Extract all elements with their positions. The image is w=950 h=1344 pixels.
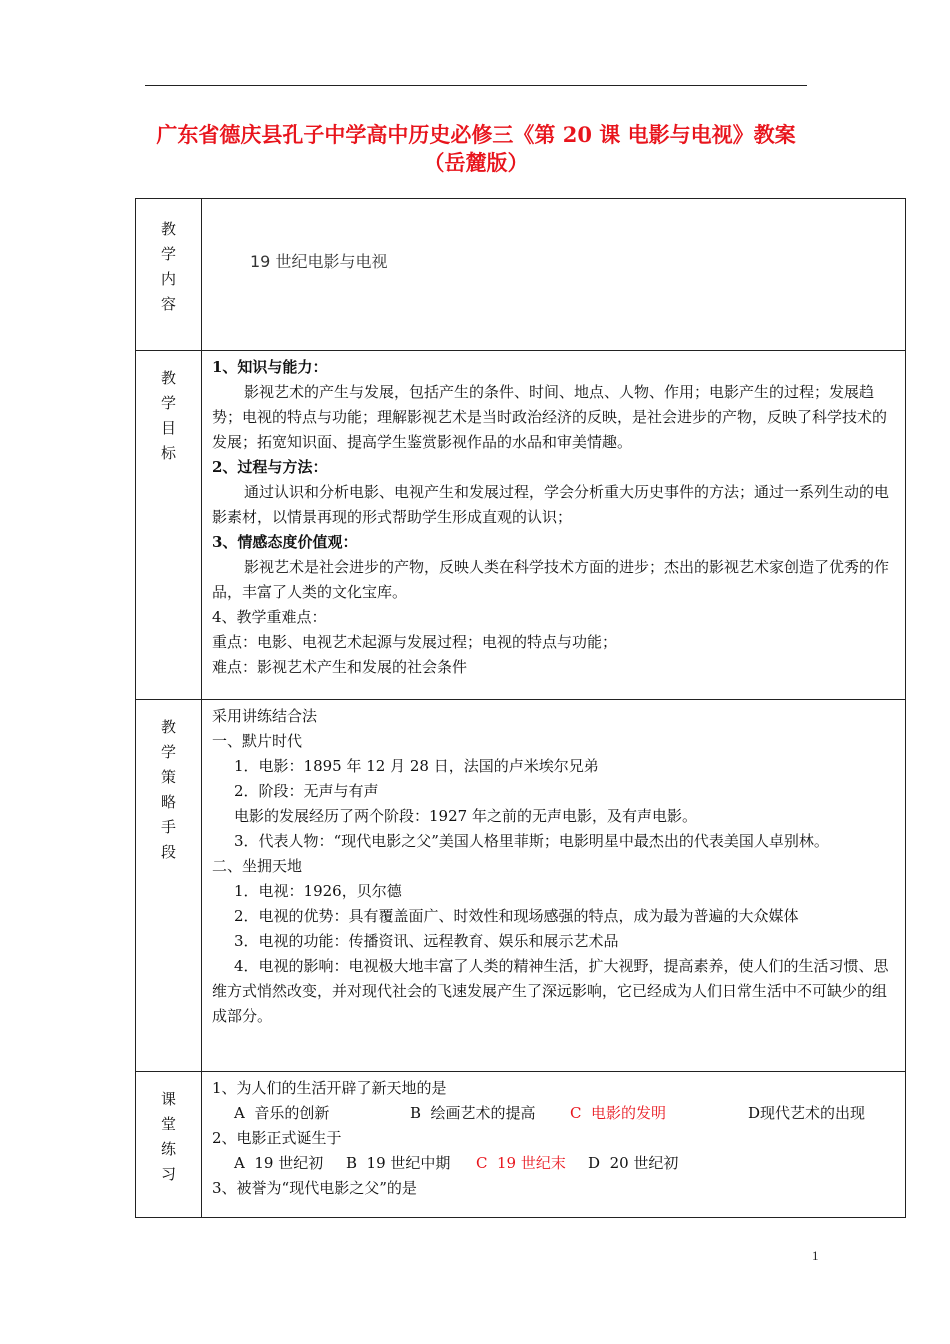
document-subtitle: （岳麓版） [423,150,529,175]
options-row [212,1101,897,1126]
label-char: 教 [160,718,176,736]
method-line: 采用讲练结合法 [212,707,318,725]
section-title: 2、过程与方法： [212,458,328,476]
option: D 20 世纪初 [588,1154,679,1172]
label-char: 学 [160,743,176,761]
option-answer: C 19 世纪末 [476,1154,566,1172]
row-practice [136,1072,906,1218]
row-strategy [136,700,906,1072]
part-heading: 一、默片时代 [212,732,303,750]
question: 2、电影正式诞生于 [212,1129,342,1147]
label-cell-objectives [136,351,202,700]
section-title: 1、知识与能力： [212,358,328,376]
content-heading: 19 世纪电影与电视 [250,252,388,271]
label-char: 堂 [160,1115,176,1133]
label-cell-content [136,199,202,351]
option: D现代艺术的出现 [748,1104,866,1122]
point-line: 2．电视的优势：具有覆盖面广、时效性和现场感强的特点，成为最为普遍的大众媒体 [234,907,799,925]
row-content [136,199,906,351]
document-title: 广东省德庆县孔子中学高中历史必修三《第 20 课 电影与电视》教案 [156,122,796,147]
option: A 音乐的创新 [234,1104,330,1122]
part-heading: 二、坐拥天地 [212,857,303,875]
option: B 绘画艺术的提高 [410,1104,536,1122]
point-line: 2．阶段：无声与有声 [234,782,379,800]
label-char: 学 [160,245,176,263]
option: B 19 世纪中期 [346,1154,451,1172]
question: 1、为人们的生活开辟了新天地的是 [212,1079,447,1097]
label-cell-strategy [136,700,202,1072]
section-body: 影视艺术的产生与发展，包括产生的条件、时间、地点、人物、作用；电影产生的过程；发展趋势；电视的特点与功能；理解影视艺术是当时政治经济的反映，是社会进步的产物，反映了科学技术的发展；拓宽知识面、提高学生鉴赏影视作品的水品和审美情趣。 [212,383,888,451]
section-body: 影视艺术是社会进步的产物，反映人类在科学技术方面的进步；杰出的影视艺术家创造了优秀的作品，丰富了人类的文化宝库。 [212,558,890,601]
content-cell [202,199,906,351]
label-char: 段 [160,843,176,861]
section-title: 3、情感态度价值观： [212,533,358,551]
question: 3、被誉为“现代电影之父”的是 [212,1179,417,1197]
section-title: 4、教学重难点： [212,608,327,626]
label-char: 学 [160,394,176,412]
label-cell-practice [136,1072,202,1218]
label-char: 内 [160,270,176,288]
page-number: 1 [812,1248,819,1263]
label-char: 策 [160,768,176,786]
label-char: 标 [160,444,176,462]
label-char: 目 [160,419,176,437]
option-answer: C 电影的发明 [570,1104,667,1122]
label-char: 略 [160,793,176,811]
label-char: 教 [160,369,176,387]
label-char: 容 [160,295,176,313]
label-char: 练 [160,1140,176,1158]
point-line: 4．电视的影响：电视极大地丰富了人类的精神生活，扩大视野，提高素养，使人们的生活习惯、思维方式悄然改变，并对现代社会的飞速发展产生了深远影响，它已经成为人们日常生活中不可缺少的组成部分。 [212,957,889,1025]
section-body: 通过认识和分析电影、电视产生和发展过程，学会分析重大历史事件的方法；通过一系列生动的电影素材，以情景再现的形式帮助学生形成直观的认识； [212,483,890,526]
label-char: 手 [160,818,176,836]
difficult-point: 难点：影视艺术产生和发展的社会条件 [212,658,468,676]
point-line: 3．电视的功能：传播资讯、远程教育、娱乐和展示艺术品 [234,932,619,950]
header-rule [145,85,807,86]
practice-cell [202,1072,906,1218]
label-char: 课 [160,1090,176,1108]
point-line: 1．电影：1895 年 12 月 28 日，法国的卢米埃尔兄弟 [234,757,599,775]
strategy-cell [202,700,906,1072]
point-line: 3．代表人物：“现代电影之父”美国人格里菲斯；电影明星中最杰出的代表美国人卓别林。 [234,832,829,850]
label-char: 教 [160,220,176,238]
point-line: 电影的发展经历了两个阶段：1927 年之前的无声电影，及有声电影。 [234,807,697,825]
objectives-cell [202,351,906,700]
lesson-plan-table [135,198,906,1218]
key-point: 重点：电影、电视艺术起源与发展过程；电视的特点与功能； [212,633,618,651]
point-line: 1．电视：1926，贝尔德 [234,882,402,900]
options-row [212,1151,897,1176]
label-char: 习 [160,1165,176,1183]
row-objectives [136,351,906,700]
option: A 19 世纪初 [234,1154,324,1172]
